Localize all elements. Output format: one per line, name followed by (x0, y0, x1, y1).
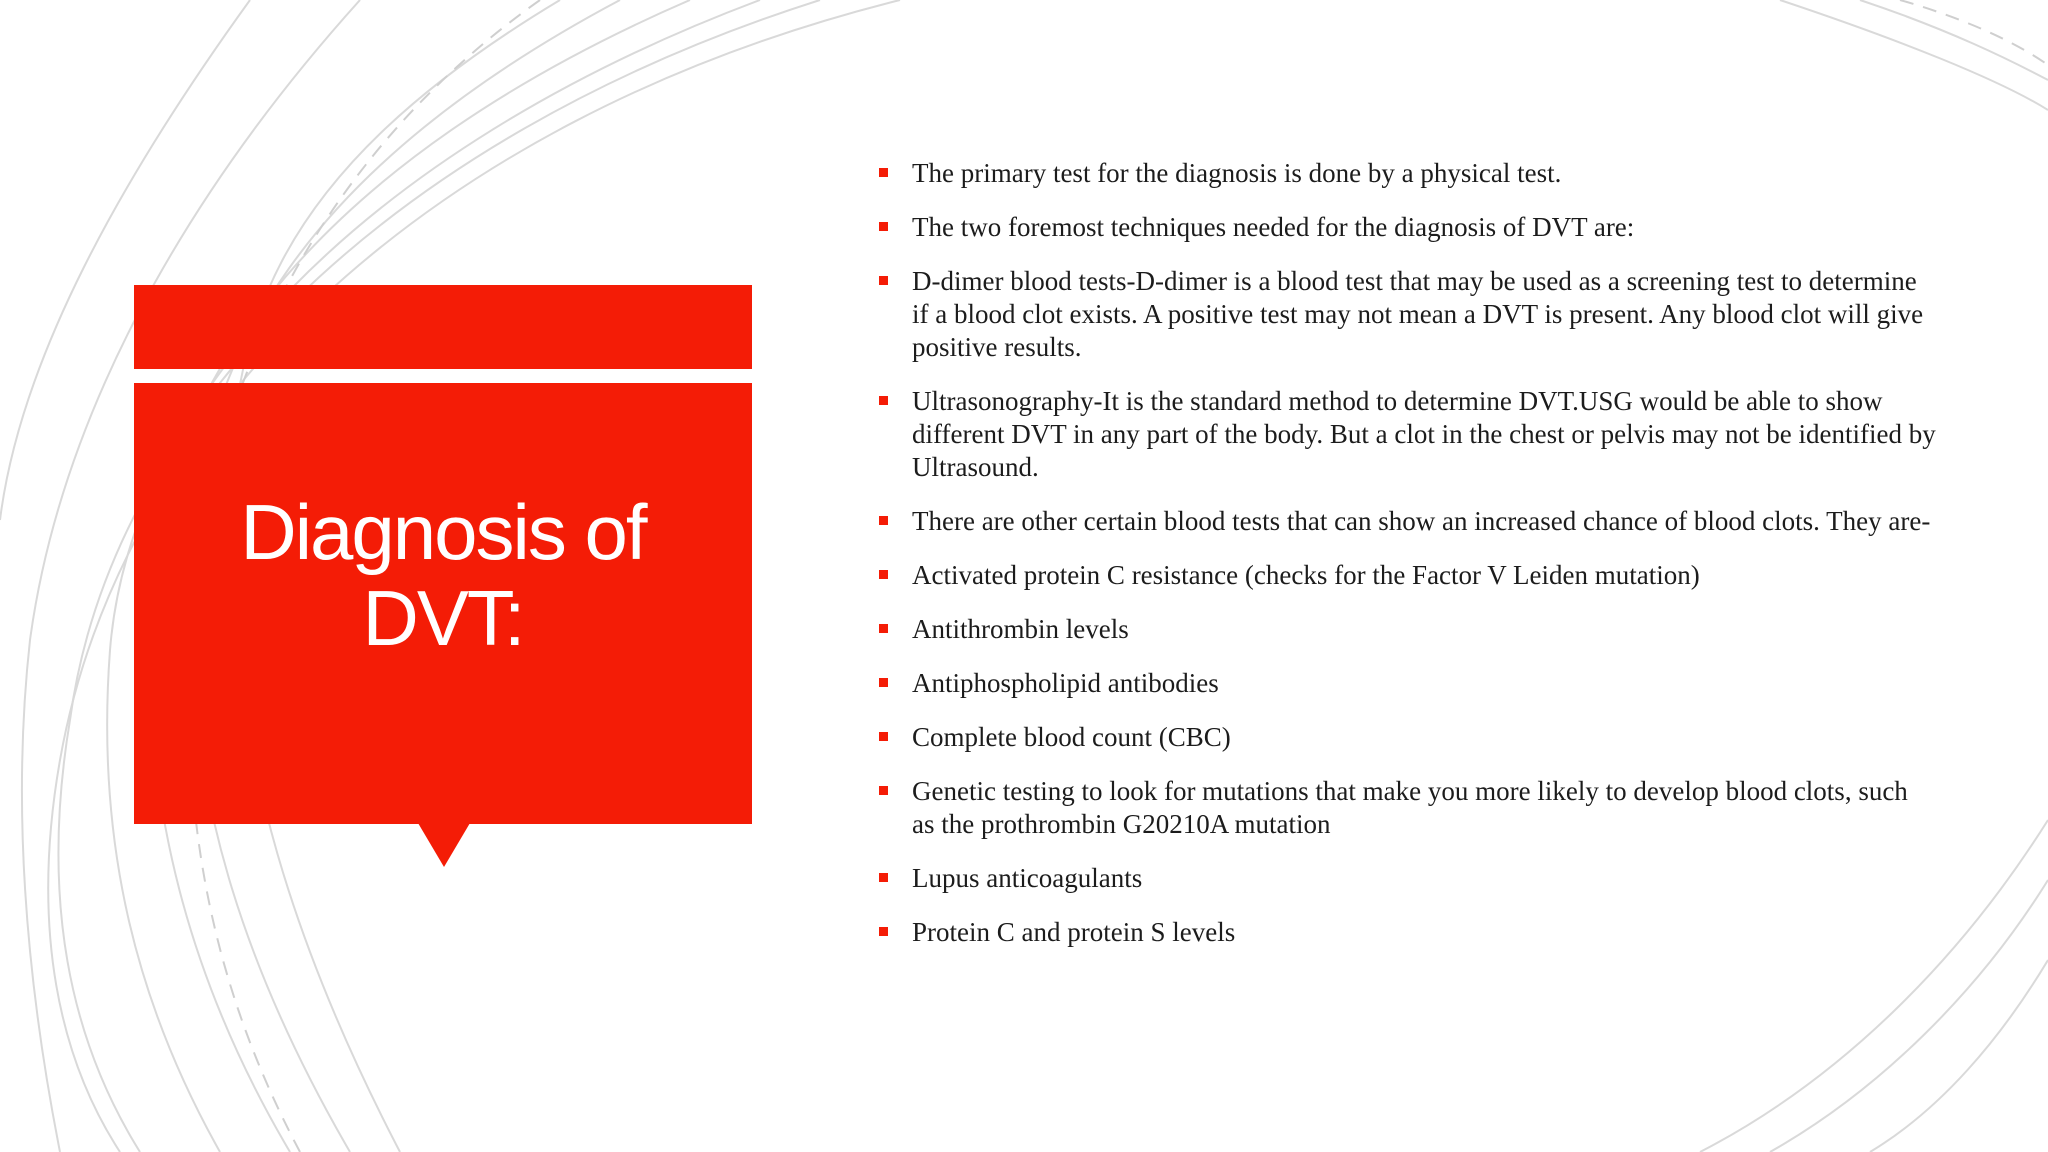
bullet-text: Lupus anticoagulants (912, 863, 1143, 893)
bullet-text: The primary test for the diagnosis is done by a physical test. (912, 158, 1562, 188)
title-accent-bar (134, 285, 752, 369)
bullet-text: Protein C and protein S levels (912, 917, 1236, 947)
bullet-item (876, 916, 1936, 949)
title-panel (134, 383, 752, 824)
square-bullet-icon (879, 168, 888, 177)
square-bullet-icon (879, 927, 888, 936)
bullet-item (876, 775, 1936, 841)
bullet-item (876, 211, 1936, 244)
bullet-item (876, 385, 1936, 484)
bullet-text: There are other certain blood tests that can show an increased chance of blood clots. They are- (912, 506, 1931, 536)
bullet-item (876, 862, 1936, 895)
bullet-item (876, 559, 1936, 592)
square-bullet-icon (879, 624, 888, 633)
slide-title: Diagnosis of DVT: (240, 487, 646, 662)
square-bullet-icon (879, 873, 888, 882)
title-panel-pointer (418, 823, 470, 867)
bullet-item (876, 505, 1936, 538)
bullet-list (876, 157, 1936, 970)
bullet-text: Activated protein C resistance (checks for the Factor V Leiden mutation) (912, 560, 1700, 590)
bullet-text: D-dimer blood tests-D-dimer is a blood test that may be used as a screening test to determine if a blood clot exists. A positive test may not mean a DVT is present. Any blood clot will give positive results. (912, 266, 1924, 362)
bullet-text: Genetic testing to look for mutations that make you more likely to develop blood clots, such as the prothrombin G20210A mutation (912, 776, 1908, 839)
square-bullet-icon (879, 222, 888, 231)
square-bullet-icon (879, 570, 888, 579)
bullet-item (876, 157, 1936, 190)
bullet-text: Antiphospholipid antibodies (912, 668, 1219, 698)
bullet-text: Antithrombin levels (912, 614, 1129, 644)
square-bullet-icon (879, 732, 888, 741)
square-bullet-icon (879, 786, 888, 795)
bullet-text: Complete blood count (CBC) (912, 722, 1231, 752)
bullet-text: The two foremost techniques needed for the diagnosis of DVT are: (912, 212, 1635, 242)
bullet-text: Ultrasonography-It is the standard method to determine DVT.USG would be able to show different DVT in any part of the body. But a clot in the chest or pelvis may not be identified by Ultrasound. (912, 386, 1936, 482)
bullet-item (876, 667, 1936, 700)
bullet-item (876, 613, 1936, 646)
square-bullet-icon (879, 516, 888, 525)
bullet-item (876, 721, 1936, 754)
bullet-item (876, 265, 1936, 364)
square-bullet-icon (879, 396, 888, 405)
square-bullet-icon (879, 276, 888, 285)
square-bullet-icon (879, 678, 888, 687)
